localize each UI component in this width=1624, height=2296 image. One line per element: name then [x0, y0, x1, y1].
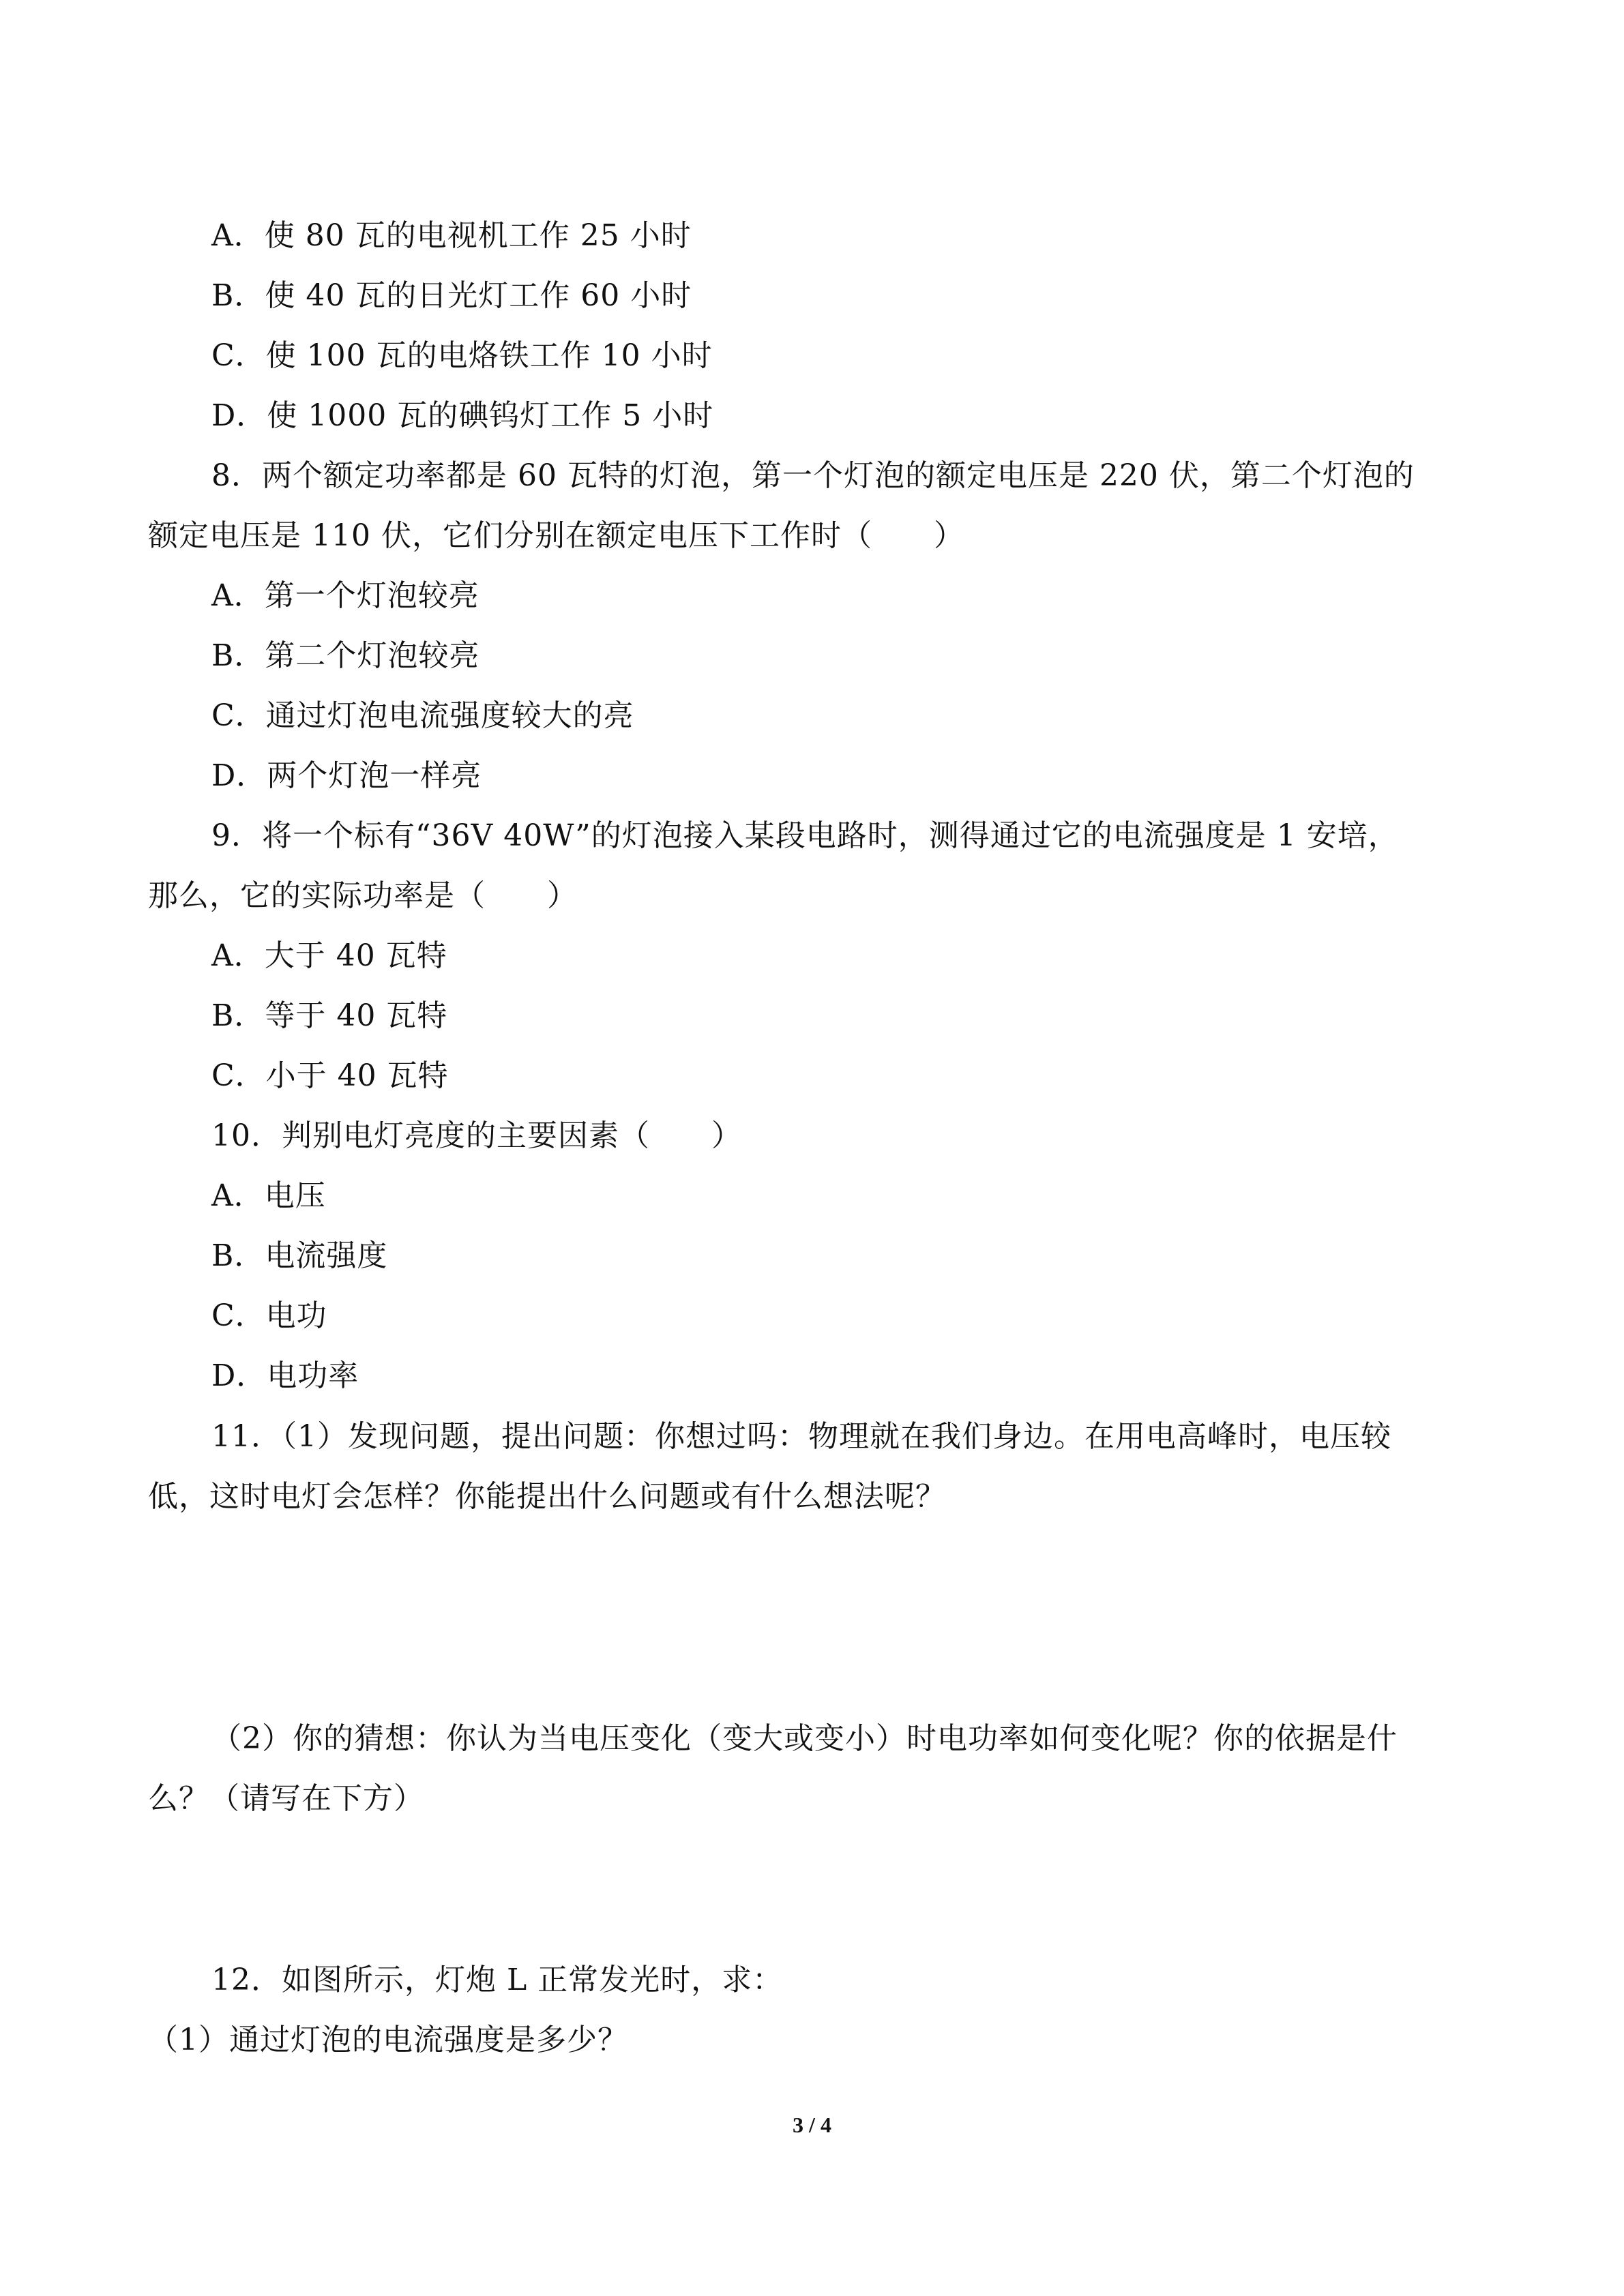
q10-option-a: A．电压 [211, 1178, 326, 1213]
q8-option-d: D．两个灯泡一样亮 [211, 758, 482, 793]
q9-option-b: B．等于 40 瓦特 [211, 998, 448, 1033]
q8-stem-line2: 额定电压是 110 伏，它们分别在额定电压下工作时（ ） [148, 518, 964, 553]
q8-option-b: B．第二个灯泡较亮 [211, 638, 480, 673]
q11-part1-line2: 低，这时电灯会怎样？你能提出什么问题或有什么想法呢？ [148, 1479, 946, 1514]
q10-stem: 10．判别电灯亮度的主要因素（ ） [211, 1118, 742, 1153]
q8-stem-line1: 8．两个额定功率都是 60 瓦特的灯泡，第一个灯泡的额定电压是 220 伏，第二个灯泡的 [211, 458, 1415, 493]
q7-option-a: A．使 80 瓦的电视机工作 25 小时 [211, 218, 692, 253]
q10-option-d: D．电功率 [211, 1358, 359, 1393]
q11-part1-line1: 11．（1）发现问题，提出问题：你想过吗：物理就在我们身边。在用电高峰时，电压较 [211, 1419, 1391, 1454]
q11-part2-line1: （2）你的猜想：你认为当电压变化（变大或变小）时电功率如何变化呢？你的依据是什 [211, 1721, 1398, 1756]
q8-option-c: C．通过灯泡电流强度较大的亮 [211, 698, 634, 733]
q9-stem-line2: 那么，它的实际功率是（ ） [148, 878, 578, 913]
q9-stem-line1: 9．将一个标有“36V 40W”的灯泡接入某段电路时，测得通过它的电流强度是 1 安培， [211, 818, 1399, 853]
page-number: 3 / 4 [793, 2113, 831, 2137]
q7-option-c: C．使 100 瓦的电烙铁工作 10 小时 [211, 338, 713, 373]
q12-stem: 12．如图所示，灯炮 L 正常发光时，求： [211, 1963, 784, 1997]
q8-option-a: A．第一个灯泡较亮 [211, 578, 479, 613]
q12-part1: （1）通过灯泡的电流强度是多少？ [148, 2023, 628, 2057]
q10-option-b: B．电流强度 [211, 1238, 388, 1273]
q7-option-d: D．使 1000 瓦的碘钨灯工作 5 小时 [211, 398, 714, 433]
q7-option-b: B．使 40 瓦的日光灯工作 60 小时 [211, 278, 692, 313]
q9-option-c: C．小于 40 瓦特 [211, 1058, 449, 1093]
q9-option-a: A．大于 40 瓦特 [211, 938, 447, 973]
q11-part2-line2: 么？（请写在下方） [148, 1781, 424, 1816]
q10-option-c: C．电功 [211, 1298, 327, 1333]
